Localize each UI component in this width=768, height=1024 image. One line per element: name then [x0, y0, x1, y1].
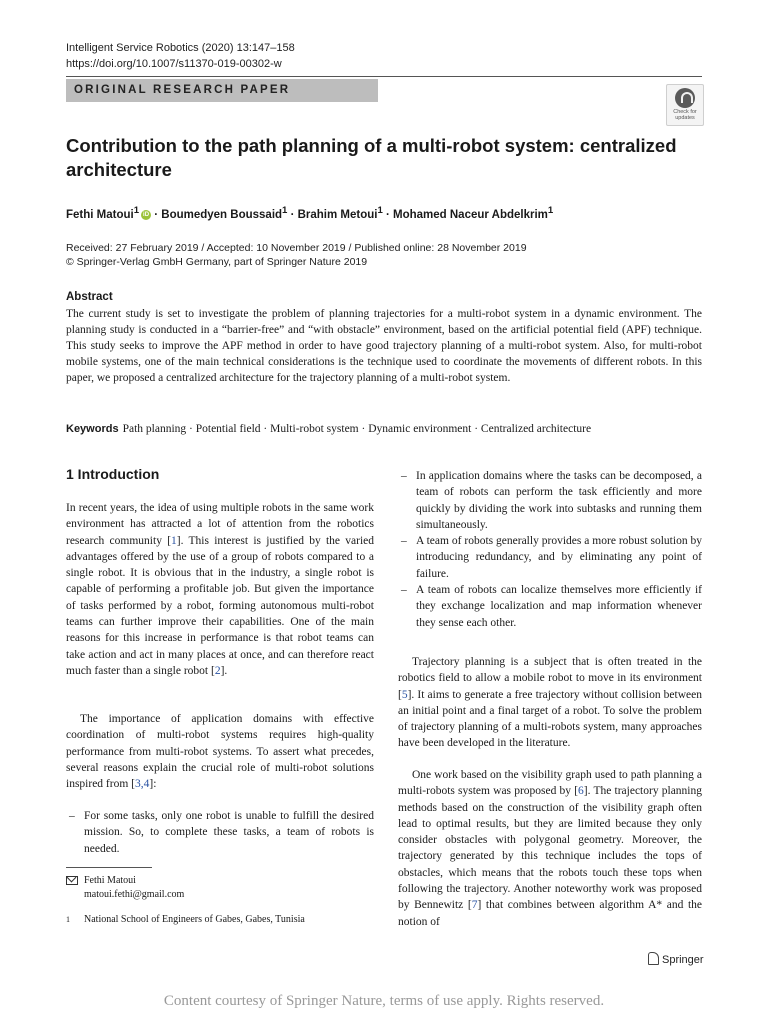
dash-marker: –	[401, 535, 407, 548]
publication-dates: Received: 27 February 2019 / Accepted: 10 November 2019 / Published online: 28 November 2019	[66, 242, 527, 254]
author-name: Fethi Matoui	[66, 208, 134, 221]
footnote-rule	[66, 867, 152, 868]
intro-paragraph	[398, 767, 702, 930]
copyright-line: © Springer-Verlag GmbH Germany, part of Springer Nature 2019	[66, 256, 368, 268]
keywords-text: Path planning · Potential field · Multi-robot system · Dynamic environment · Centralized architecture	[122, 423, 592, 435]
intro-paragraph	[398, 654, 702, 752]
intro-paragraph	[66, 711, 374, 792]
corresponding-author	[66, 874, 136, 888]
author-list	[66, 203, 702, 223]
article-type-banner: ORIGINAL RESEARCH PAPER	[66, 79, 378, 102]
list-item-text: A team of robots generally provides a more robust solution by introducing redundancy, and by eliminating any point of failure.	[416, 535, 702, 580]
citation-link[interactable]: 2	[214, 664, 221, 677]
reason-list	[398, 468, 702, 631]
envelope-icon	[66, 876, 78, 885]
list-item-text: In application domains where the tasks can be decomposed, a team of robots can perform the task efficiently and more quickly by dividing the work into subtasks and running them simultaneously.	[416, 470, 702, 531]
paper-title: Contribution to the path planning of a multi-robot system: centralized architecture	[66, 135, 677, 180]
publisher-name: Springer	[662, 954, 704, 966]
author-name: · Brahim Metoui	[287, 208, 378, 221]
reason-list	[66, 808, 374, 857]
paragraph-text: ] that combines between algorithm A* and the notion of	[398, 899, 702, 928]
intro-paragraph	[66, 500, 374, 679]
list-item-text: For some tasks, only one robot is unable to fulfill the desired mission. So, to complete these tasks, a team of robots is needed.	[84, 810, 374, 855]
paragraph-text: In recent years, the idea of using multiple robots in the same work environment has attracted a lot of attention from the robotics research community [	[66, 502, 374, 547]
affiliation-mark: 1	[547, 205, 554, 216]
paragraph-text: The importance of application domains with effective coordination of multi-robot systems requires high-quality performance from multi-robot systems. To assert what precedes, several reasons explain the crucial role of multi-robot solutions inspired from [	[66, 713, 374, 791]
update-icon	[675, 88, 695, 108]
abstract-text: The current study is set to investigate the problem of planning trajectories for a multi-robot system in a dynamic environment. The planning study is conducted in a “barrier-free” and “with obstacle” environment, based on the artificial potential field (APF) technique. This study seeks to improve the APF method in order to have good trajectory planning of a multi-robot system. Also, for multi-robot mobile systems, one of the main technical considerations is the technique used to coordinate the movements of different robots. In this paper, we proposed a centralized architecture for the trajectory planning of a multi-robot system.	[66, 308, 702, 384]
paragraph-text: Trajectory planning is a subject that is often treated in the robotics field to allow a mobile robot to move in its environment [	[398, 656, 702, 701]
affiliation-mark: 1	[282, 205, 288, 216]
paragraph-text: ]. This interest is justified by the varied advantages offered by the use of a group of robots compared to a single robot. It is obvious that in the industry, a single robot is capable of performing a profitable job. But given the importance of tasks performed by a robot, forming autonomous multi-robot teams can further improve their capabilities. One of the main reasons for this increase in performance is that robot teams can take action and act in many places at once, and can therefore react much faster than a single robot [	[66, 534, 375, 677]
abstract-heading: Abstract	[66, 291, 113, 303]
check-updates-label: Check for updates	[673, 109, 697, 121]
citation-link[interactable]: 7	[471, 899, 478, 912]
citation-link[interactable]: 5	[401, 688, 408, 701]
author-name: · Mohamed Naceur Abdelkrim	[382, 208, 548, 221]
list-item-text: A team of robots can localize themselves more efficiently if they exchange localization and map information whenever they sense each other.	[416, 584, 702, 629]
section-heading: 1 Introduction	[66, 466, 160, 482]
paragraph-text: ]. It aims to generate a free trajectory without collision between an initial point and a final target of a robot. To solve the problem of trajectory planning of a multi-robots system, many approaches have been developed in the literature.	[398, 688, 702, 750]
corresponding-name: Fethi Matoui	[84, 875, 136, 886]
affiliation	[66, 913, 305, 927]
author-email[interactable]: matoui.fethi@gmail.com	[84, 889, 185, 900]
springer-horse-icon	[648, 952, 659, 965]
list-item	[66, 808, 374, 857]
header-rule	[66, 76, 702, 77]
paragraph-text: One work based on the visibility graph used to path planning a multi-robots system was proposed by [	[398, 769, 702, 798]
list-item	[398, 533, 702, 582]
citation-link[interactable]: 1	[171, 534, 177, 547]
paragraph-text: ].	[220, 664, 228, 677]
affiliation-mark: 1	[133, 205, 140, 216]
author-name: · Boumedyen Boussaid	[151, 208, 283, 221]
affiliation-text: National School of Engineers of Gabes, Gabes, Tunisia	[84, 914, 305, 925]
orcid-icon[interactable]: iD	[143, 211, 150, 218]
journal-citation: Intelligent Service Robotics (2020) 13:147–158	[66, 42, 295, 54]
paragraph-text: ]:	[149, 778, 157, 791]
list-item	[398, 582, 702, 631]
keywords	[66, 421, 702, 437]
paragraph-text: ]. The trajectory planning methods based on the construction of the visibility graph often lead to optimal results, but they are limited because they only consider obstacles with polygonal geometry. Moreover, the trajectory generated by this technique includes the tops of obstacles, which means that the robots touch these tops when following the trajectory. Another noteworthy work was proposed by Bennewitz [	[398, 785, 702, 912]
content-credit: Content courtesy of Springer Nature, terms of use apply. Rights reserved.	[163, 993, 605, 1009]
keywords-heading: Keywords	[66, 423, 119, 435]
dash-marker: –	[69, 810, 75, 822]
doi-link[interactable]: https://doi.org/10.1007/s11370-019-00302-w	[66, 58, 282, 70]
affiliation-mark: 1	[377, 205, 383, 216]
affiliation-number: 1	[66, 915, 70, 924]
citation-link[interactable]: 6	[578, 785, 584, 798]
publisher-logo	[648, 952, 704, 966]
check-for-updates-badge[interactable]	[666, 84, 704, 126]
citation-link[interactable]: 3,4	[134, 778, 150, 791]
dash-marker: –	[401, 584, 407, 597]
journal-info	[66, 40, 295, 72]
dash-marker: –	[401, 470, 407, 482]
list-item	[398, 468, 702, 533]
